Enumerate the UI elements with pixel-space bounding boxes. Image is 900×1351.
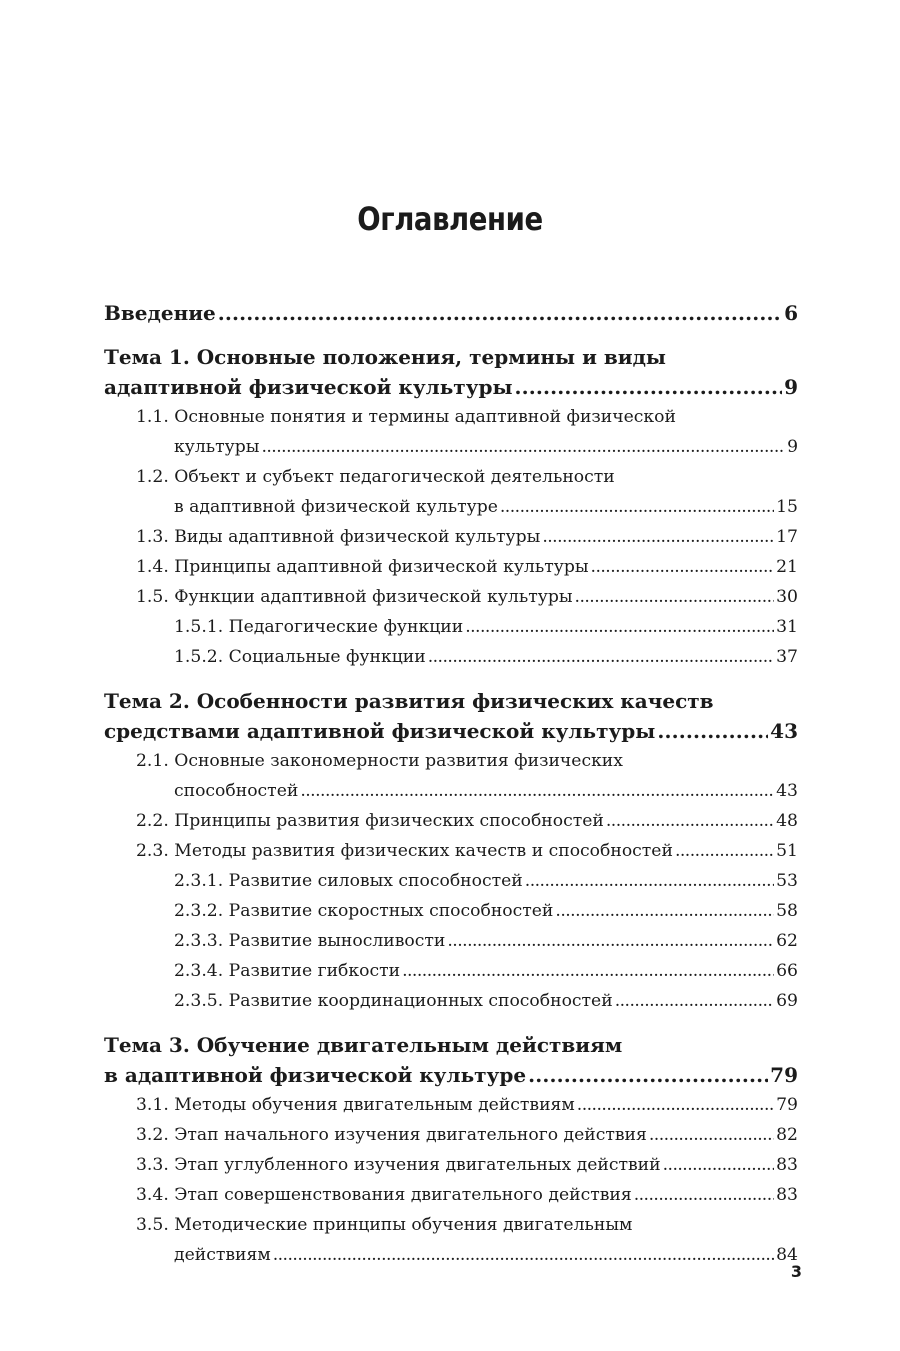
toc-entry-title: 2.3.2. Развитие скоростных способностей	[174, 901, 554, 921]
toc-page-number: 30	[776, 587, 798, 607]
toc-entry-title: 1.5.1. Педагогические функции	[174, 617, 464, 637]
toc-entry-1-5-1[interactable]	[104, 612, 798, 642]
toc-page-number: 9	[787, 437, 798, 457]
toc-page-number: 53	[776, 871, 798, 891]
toc-section-intro	[104, 298, 798, 328]
toc-entry-2-3-2[interactable]	[104, 896, 798, 926]
toc-page-number: 83	[776, 1185, 798, 1205]
toc-page-number: 43	[770, 719, 798, 743]
toc-entry-title: 3.1. Методы обучения двигательным действиям	[136, 1095, 575, 1115]
leader-dots	[261, 432, 785, 462]
toc-page-number: 79	[770, 1063, 798, 1087]
leader-dots	[500, 492, 774, 522]
toc-section-theme-2	[104, 686, 798, 1016]
toc-entry-title: Введение	[104, 301, 216, 325]
leader-dots	[634, 1180, 774, 1210]
leader-dots	[663, 1150, 775, 1180]
page-title: Оглавление	[357, 200, 543, 238]
leader-dots	[555, 896, 774, 926]
toc-entry-1-3[interactable]	[104, 522, 798, 552]
toc-entry-1-5-2[interactable]	[104, 642, 798, 672]
leader-dots	[542, 522, 774, 552]
toc-entry-title: 1.5.2. Социальные функции	[174, 647, 426, 667]
leader-dots	[575, 582, 775, 612]
toc-page-number: 51	[776, 841, 798, 861]
page-number: 3	[790, 1262, 802, 1281]
toc-entry-title: 3.2. Этап начального изучения двигательного действия	[136, 1125, 647, 1145]
toc-entry-title-cont: средствами адаптивной физической культуры	[104, 719, 656, 743]
toc-entry-1-4[interactable]	[104, 552, 798, 582]
leader-dots	[525, 866, 774, 896]
toc-page-number: 17	[776, 527, 798, 547]
toc-entry-1-2[interactable]	[104, 462, 798, 522]
toc-entry-theme-3[interactable]	[104, 1030, 798, 1090]
leader-dots	[657, 716, 768, 746]
toc-page-number: 43	[776, 781, 798, 801]
toc-page-number: 69	[776, 991, 798, 1011]
toc-page-number: 21	[776, 557, 798, 577]
toc-page-number: 15	[776, 497, 798, 517]
toc-entry-3-4[interactable]	[104, 1180, 798, 1210]
toc-page-number: 37	[776, 647, 798, 667]
leader-dots	[606, 806, 774, 836]
toc-entry-3-2[interactable]	[104, 1120, 798, 1150]
toc-entry-title-cont: адаптивной физической культуры	[104, 375, 513, 399]
toc-entry-title: Тема 1. Основные положения, термины и виды	[104, 345, 666, 369]
toc-page-number: 9	[784, 375, 798, 399]
toc-page-number: 83	[776, 1155, 798, 1175]
toc-page-number: 31	[776, 617, 798, 637]
toc-entry-2-2[interactable]	[104, 806, 798, 836]
leader-dots	[428, 642, 774, 672]
toc-entry-title: 2.3.1. Развитие силовых способностей	[174, 871, 523, 891]
toc-page-number: 6	[784, 301, 798, 325]
toc-entry-2-3-5[interactable]	[104, 986, 798, 1016]
leader-dots	[675, 836, 774, 866]
toc-entry-title-cont: культуры	[174, 437, 260, 457]
leader-dots	[402, 956, 774, 986]
toc-page-number: 48	[776, 811, 798, 831]
toc-section-theme-3	[104, 1030, 798, 1270]
leader-dots	[273, 1240, 774, 1270]
toc-entry-2-3-4[interactable]	[104, 956, 798, 986]
toc-entry-2-3-3[interactable]	[104, 926, 798, 956]
leader-dots	[649, 1120, 774, 1150]
leader-dots	[465, 612, 774, 642]
toc-entry-title: 2.1. Основные закономерности развития физических	[136, 751, 623, 771]
toc-entry-title-cont: способностей	[174, 781, 299, 801]
toc-entry-1-5[interactable]	[104, 582, 798, 612]
toc-entry-3-5[interactable]	[104, 1210, 798, 1270]
toc-page-number: 84	[776, 1245, 798, 1265]
toc-section-theme-1	[104, 342, 798, 672]
toc-entry-1-1[interactable]	[104, 402, 798, 462]
leader-dots	[447, 926, 774, 956]
toc-entry-title: Тема 3. Обучение двигательным действиям	[104, 1033, 623, 1057]
toc-entry-intro[interactable]	[104, 298, 798, 328]
toc-entry-title: 1.3. Виды адаптивной физической культуры	[136, 527, 541, 547]
leader-dots	[591, 552, 775, 582]
toc-entry-title-cont: действиям	[174, 1245, 271, 1265]
leader-dots	[515, 372, 783, 402]
table-of-contents	[104, 298, 798, 1270]
leader-dots	[218, 298, 782, 328]
toc-entry-title-cont: в адаптивной физической культуре	[174, 497, 498, 517]
toc-entry-theme-1[interactable]	[104, 342, 798, 402]
toc-entry-2-3-1[interactable]	[104, 866, 798, 896]
toc-entry-title: 3.5. Методические принципы обучения двигательным	[136, 1215, 633, 1235]
toc-page-number: 79	[776, 1095, 798, 1115]
leader-dots	[577, 1090, 774, 1120]
leader-dots	[615, 986, 774, 1016]
toc-entry-2-1[interactable]	[104, 746, 798, 806]
toc-page-number: 66	[776, 961, 798, 981]
toc-entry-title-cont: в адаптивной физической культуре	[104, 1063, 527, 1087]
toc-entry-3-3[interactable]	[104, 1150, 798, 1180]
toc-entry-title: 2.3.4. Развитие гибкости	[174, 961, 401, 981]
toc-entry-title: 2.3. Методы развития физических качеств и способностей	[136, 841, 673, 861]
toc-entry-title: 1.4. Принципы адаптивной физической культуры	[136, 557, 589, 577]
toc-page-number: 82	[776, 1125, 798, 1145]
toc-entry-theme-2[interactable]	[104, 686, 798, 746]
toc-entry-title: 1.1. Основные понятия и термины адаптивной физической	[136, 407, 676, 427]
toc-page-number: 62	[776, 931, 798, 951]
toc-entry-3-1[interactable]	[104, 1090, 798, 1120]
toc-entry-title: 2.3.3. Развитие выносливости	[174, 931, 446, 951]
toc-entry-title: Тема 2. Особенности развития физических качеств	[104, 689, 714, 713]
leader-dots	[300, 776, 774, 806]
toc-page-number: 58	[776, 901, 798, 921]
toc-entry-title: 3.3. Этап углубленного изучения двигательных действий	[136, 1155, 661, 1175]
toc-entry-title: 1.5. Функции адаптивной физической культуры	[136, 587, 573, 607]
toc-entry-title: 1.2. Объект и субъект педагогической деятельности	[136, 467, 615, 487]
toc-entry-2-3[interactable]	[104, 836, 798, 866]
toc-entry-title: 2.3.5. Развитие координационных способностей	[174, 991, 613, 1011]
toc-entry-title: 2.2. Принципы развития физических способностей	[136, 811, 604, 831]
toc-entry-title: 3.4. Этап совершенствования двигательного действия	[136, 1185, 632, 1205]
leader-dots	[528, 1060, 768, 1090]
